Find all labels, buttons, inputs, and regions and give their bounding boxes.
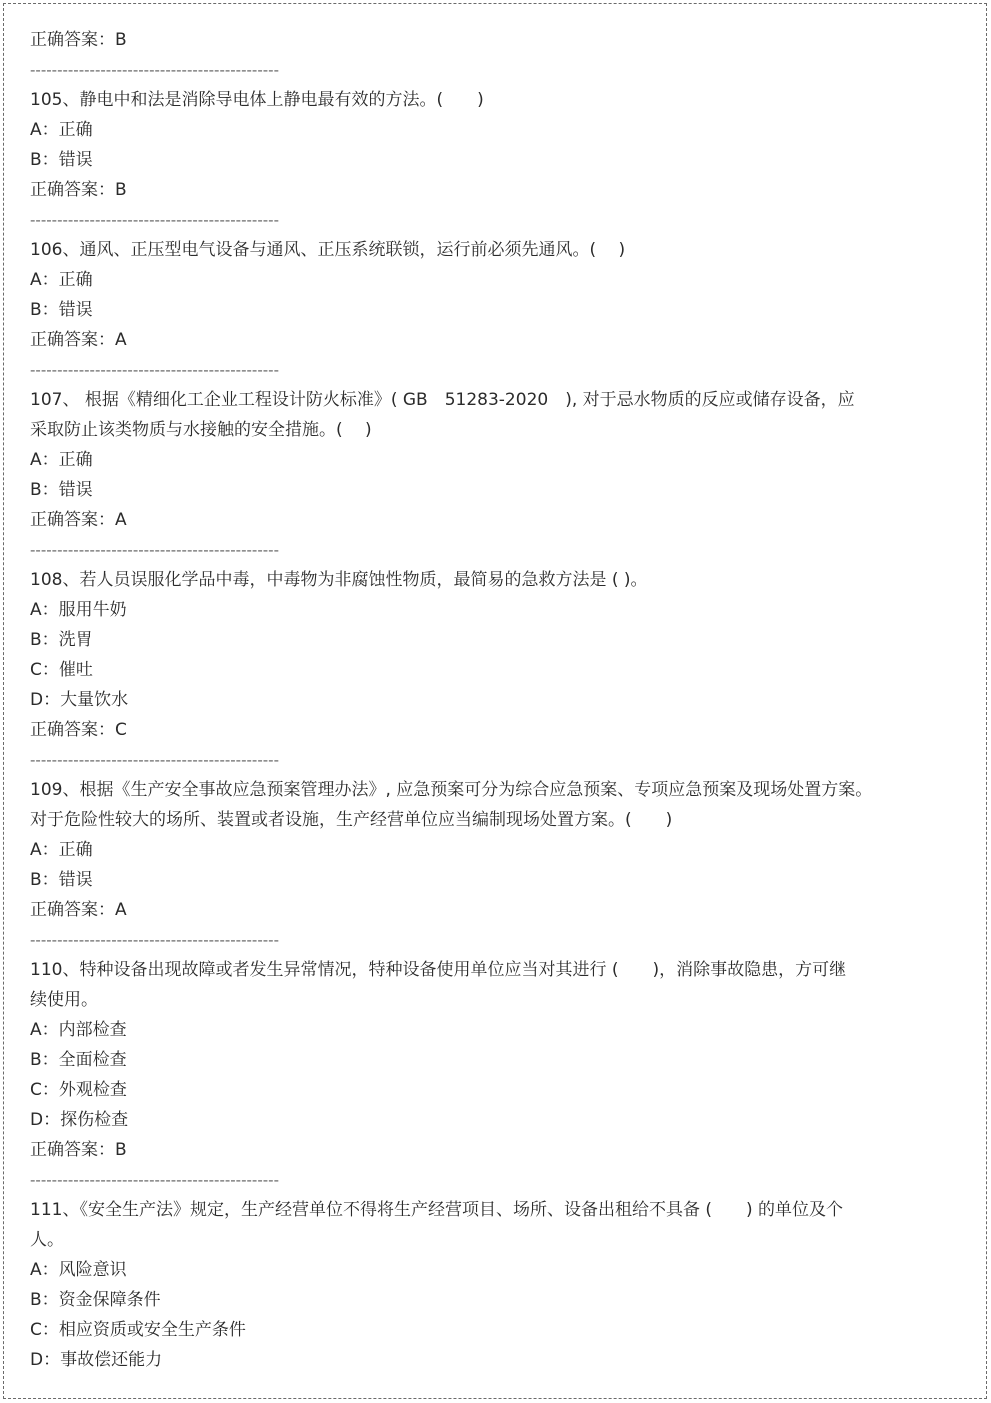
option-text: A：正确 (30, 840, 93, 860)
separator-line: ---------------------------------------------- (30, 541, 279, 559)
correct-answer: 正确答案：A (30, 510, 127, 530)
separator-line: ---------------------------------------------- (30, 751, 279, 769)
option-text: D：探伤检查 (30, 1110, 129, 1130)
correct-answer: 正确答案：B (30, 1140, 127, 1160)
option-text: B：洗胃 (30, 630, 93, 650)
question-text: 对于危险性较大的场所、装置或者设施，生产经营单位应当编制现场处置方案。( ) (30, 810, 673, 830)
option-text: B：资金保障条件 (30, 1290, 161, 1310)
separator-line: ---------------------------------------------- (30, 211, 279, 229)
separator-line: ---------------------------------------------- (30, 361, 279, 379)
option-text: B：错误 (30, 150, 93, 170)
option-text: D：事故偿还能力 (30, 1350, 163, 1370)
separator-line: ---------------------------------------------- (30, 61, 279, 79)
option-text: C：催吐 (30, 660, 93, 680)
question-text: 106、通风、正压型电气设备与通风、正压系统联锁，运行前必须先通风。( ) (30, 240, 626, 260)
separator-line: ---------------------------------------------- (30, 1171, 279, 1189)
question-list (30, 25, 880, 1375)
question-text: 108、若人员误服化学品中毒，中毒物为非腐蚀性物质，最简易的急救方法是 ( )。 (30, 570, 648, 590)
question-text: 109、根据《生产安全事故应急预案管理办法》, 应急预案可分为综合应急预案、专项应急预案及现场处置方案。 (30, 780, 873, 800)
option-text: A：正确 (30, 450, 93, 470)
option-text: A：风险意识 (30, 1260, 127, 1280)
question-text: 续使用。 (30, 990, 98, 1010)
option-text: A：服用牛奶 (30, 600, 127, 620)
option-text: B：错误 (30, 870, 93, 890)
option-text: B：错误 (30, 300, 93, 320)
question-text: 110、特种设备出现故障或者发生异常情况，特种设备使用单位应当对其进行 ( )，消除事故隐患，方可继 (30, 960, 847, 980)
question-text: 105、静电中和法是消除导电体上静电最有效的方法。( ) (30, 90, 484, 110)
correct-answer: 正确答案：A (30, 330, 127, 350)
question-text: 采取防止该类物质与水接触的安全措施。( ) (30, 420, 372, 440)
correct-answer: 正确答案：C (30, 720, 127, 740)
question-text: 人。 (30, 1230, 64, 1250)
option-text: C：相应资质或安全生产条件 (30, 1320, 246, 1340)
option-text: A：正确 (30, 120, 93, 140)
option-text: B：错误 (30, 480, 93, 500)
correct-answer: 正确答案：B (30, 30, 127, 50)
option-text: A：正确 (30, 270, 93, 290)
option-text: C：外观检查 (30, 1080, 127, 1100)
correct-answer: 正确答案：B (30, 180, 127, 200)
question-text: 107、 根据《精细化工企业工程设计防火标准》( GB 51283-2020 ), 对于忌水物质的反应或储存设备，应 (30, 390, 855, 410)
option-text: D：大量饮水 (30, 690, 129, 710)
question-text: 111、《安全生产法》规定，生产经营单位不得将生产经营项目、场所、设备出租给不具备 ( ) 的单位及个 (30, 1200, 844, 1220)
separator-line: ---------------------------------------------- (30, 931, 279, 949)
option-text: B：全面检查 (30, 1050, 127, 1070)
correct-answer: 正确答案：A (30, 900, 127, 920)
option-text: A：内部检查 (30, 1020, 127, 1040)
